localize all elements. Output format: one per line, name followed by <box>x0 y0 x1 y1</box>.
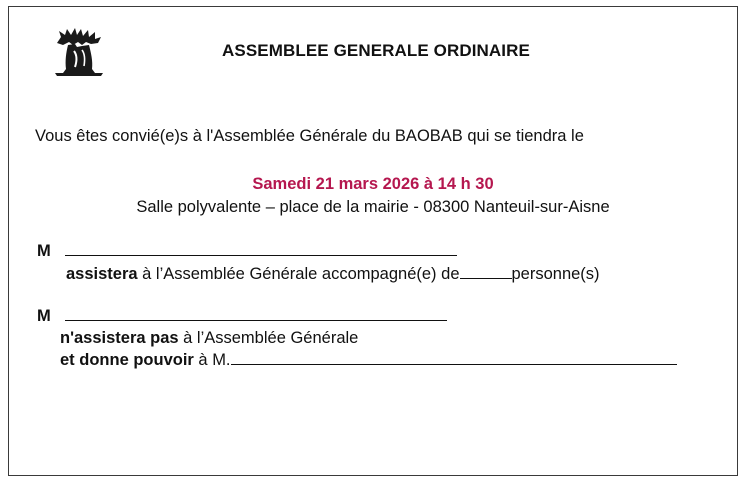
attend-m-label: M <box>37 242 51 260</box>
absent-bold: n'assistera pas <box>60 329 179 347</box>
attend-name-line <box>37 242 457 261</box>
attend-name-blank[interactable] <box>65 254 457 256</box>
invitation-card <box>8 6 738 476</box>
proxy-bold: et donne pouvoir <box>60 351 194 369</box>
absent-name-line <box>37 307 447 326</box>
proxy-text: à M. <box>193 351 231 369</box>
attend-bold: assistera <box>66 265 138 283</box>
attend-line <box>66 265 600 284</box>
absent-name-blank[interactable] <box>65 319 447 321</box>
proxy-line <box>60 351 677 370</box>
attend-count-blank[interactable] <box>460 277 512 279</box>
attend-text: à l’Assemblée Générale accompagné(e) de <box>137 265 460 283</box>
proxy-name-blank[interactable] <box>231 363 677 365</box>
invitation-intro: Vous êtes convié(e)s à l'Assemblée Générale du BAOBAB qui se tiendra le <box>35 127 584 145</box>
absent-line <box>60 329 358 348</box>
page-title: ASSEMBLEE GENERALE ORDINAIRE <box>222 41 530 60</box>
event-place: Salle polyvalente – place de la mairie - 08300 Nanteuil-sur-Aisne <box>136 198 610 216</box>
absent-text: à l’Assemblée Générale <box>178 329 359 347</box>
attend-suffix: personne(s) <box>511 265 600 283</box>
event-date: Samedi 21 mars 2026 à 14 h 30 <box>252 175 494 193</box>
absent-m-label: M <box>37 307 51 325</box>
